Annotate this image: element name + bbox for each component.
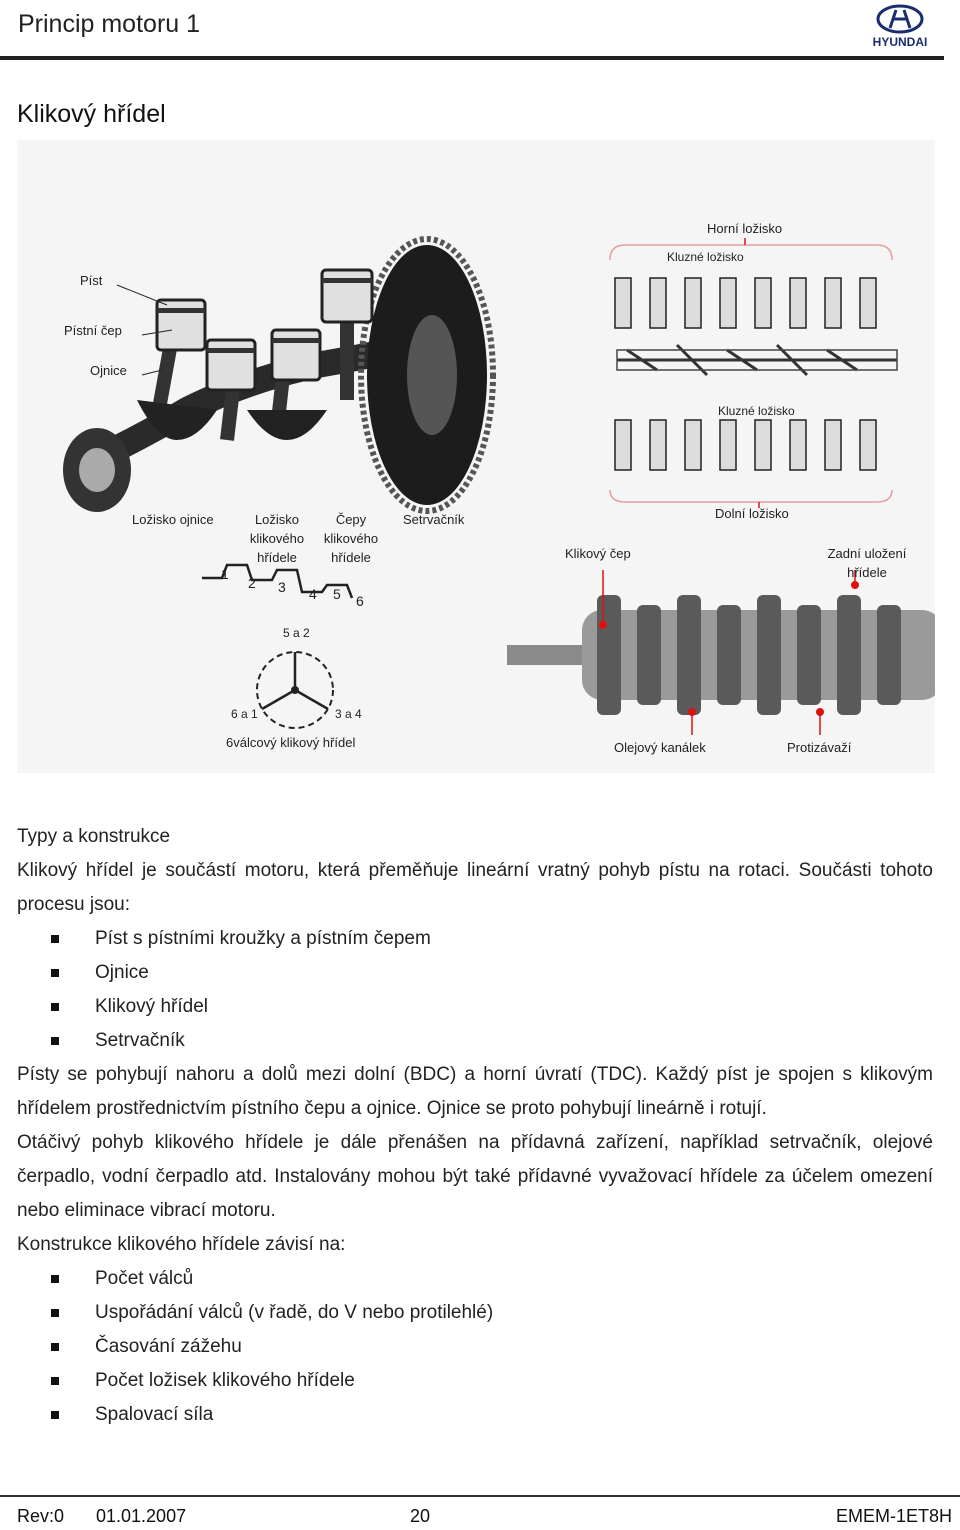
- label-ojnice: Ojnice: [90, 363, 127, 378]
- throw-number: 1: [221, 566, 229, 582]
- list-item: Klikový hřídel: [17, 990, 933, 1024]
- label-olejovy-kanalek: Olejový kanálek: [614, 740, 706, 755]
- list-item: Počet ložisek klikového hřídele: [17, 1364, 933, 1398]
- crank-throw-diagram: [202, 565, 352, 728]
- paragraph-2: Otáčivý pohyb klikového hřídele je dále přenášen na přídavná zařízení, například setrvačník, olejové čerpadlo, vodní čerpadlo atd. Instalovány mohou být také přídavné vyvažovací hřídele za účelem omezení nebo eliminace vibrací motoru.: [17, 1132, 933, 1221]
- list-item: Setrvačník: [17, 1024, 933, 1058]
- label-pair-61: 6 a 1: [231, 707, 258, 721]
- label-pair-34: 3 a 4: [335, 707, 362, 721]
- label-kluzne-lozisko-top: Kluzné ložisko: [667, 250, 744, 264]
- list-item: Píst s pístními kroužky a pístním čepem: [17, 922, 933, 956]
- throw-number: 6: [356, 593, 364, 609]
- label-pair-52: 5 a 2: [283, 626, 310, 640]
- label-pist: Píst: [80, 273, 103, 288]
- crankshaft-photo: [507, 570, 935, 735]
- throw-number: 5: [333, 586, 341, 602]
- label-zadni-ulozeni: Zadní uložení hřídele: [827, 546, 907, 580]
- section-title: Klikový hřídel: [17, 100, 166, 128]
- footer-rev: Rev:0: [17, 1506, 65, 1526]
- factors-list: [17, 1262, 933, 1432]
- label-protizavazi: Protizávaží: [787, 740, 852, 755]
- footer-rule: [0, 1495, 960, 1497]
- label-lozisko-hridele: Ložisko klikového hřídele: [249, 512, 305, 565]
- footer-code: EMEM-1ET8H: [836, 1506, 953, 1526]
- crankshaft-figure: [17, 140, 935, 773]
- label-kluzne-lozisko-mid: Kluzné ložisko: [718, 404, 795, 418]
- throw-number: 4: [309, 586, 317, 602]
- list-item: Počet válců: [17, 1262, 933, 1296]
- intro-paragraph: Klikový hřídel je součástí motoru, která přeměňuje lineární vratný pohyb pístu na rotaci. Součásti tohoto procesu jsou:: [17, 860, 933, 915]
- list-item: Časování zážehu: [17, 1330, 933, 1364]
- list-item: Uspořádání válců (v řadě, do V nebo protilehlé): [17, 1296, 933, 1330]
- label-klikovy-cep: Klikový čep: [565, 546, 631, 561]
- body-heading: Typy a konstrukce: [17, 826, 171, 847]
- label-six-cylinder: 6válcový klikový hřídel: [226, 735, 356, 750]
- label-pistni-cep: Pístní čep: [64, 323, 122, 338]
- label-dolni-lozisko: Dolní ložisko: [715, 506, 789, 521]
- label-cepy-hridele: Čepy klikového hřídele: [323, 512, 379, 565]
- label-lozisko-ojnice: Ložisko ojnice: [132, 512, 214, 527]
- footer-page-number: 20: [410, 1506, 431, 1526]
- label-horni-lozisko: Horní ložisko: [707, 221, 783, 236]
- body-text: [17, 820, 933, 1432]
- bearing-shells-drawing: [610, 238, 897, 508]
- label-setrvacnik: Setrvačník: [403, 512, 465, 527]
- header-rule: [0, 56, 944, 60]
- brand-text: HYUNDAI: [872, 35, 928, 49]
- paragraph-1: Písty se pohybují nahoru a dolů mezi dolní (BDC) a horní úvratí (TDC). Každý píst je spojen s klikovým hřídelem prostřednictvím pístního čepu a ojnice. Ojnice se proto pohybují lineárně i rotují.: [17, 1064, 933, 1119]
- throw-number: 2: [248, 575, 256, 591]
- header-title: Princip motoru 1: [18, 10, 201, 38]
- list-item: Spalovací síla: [17, 1398, 933, 1432]
- throw-number: 3: [278, 579, 286, 595]
- components-list: [17, 922, 933, 1058]
- footer-date: 01.01.2007: [96, 1506, 187, 1526]
- crankshaft-assembly-drawing: [63, 239, 493, 512]
- list-item: Ojnice: [17, 956, 933, 990]
- figure-illustrations: [17, 140, 935, 773]
- factors-heading: Konstrukce klikového hřídele závisí na:: [17, 1234, 346, 1255]
- hyundai-logo: [860, 4, 940, 50]
